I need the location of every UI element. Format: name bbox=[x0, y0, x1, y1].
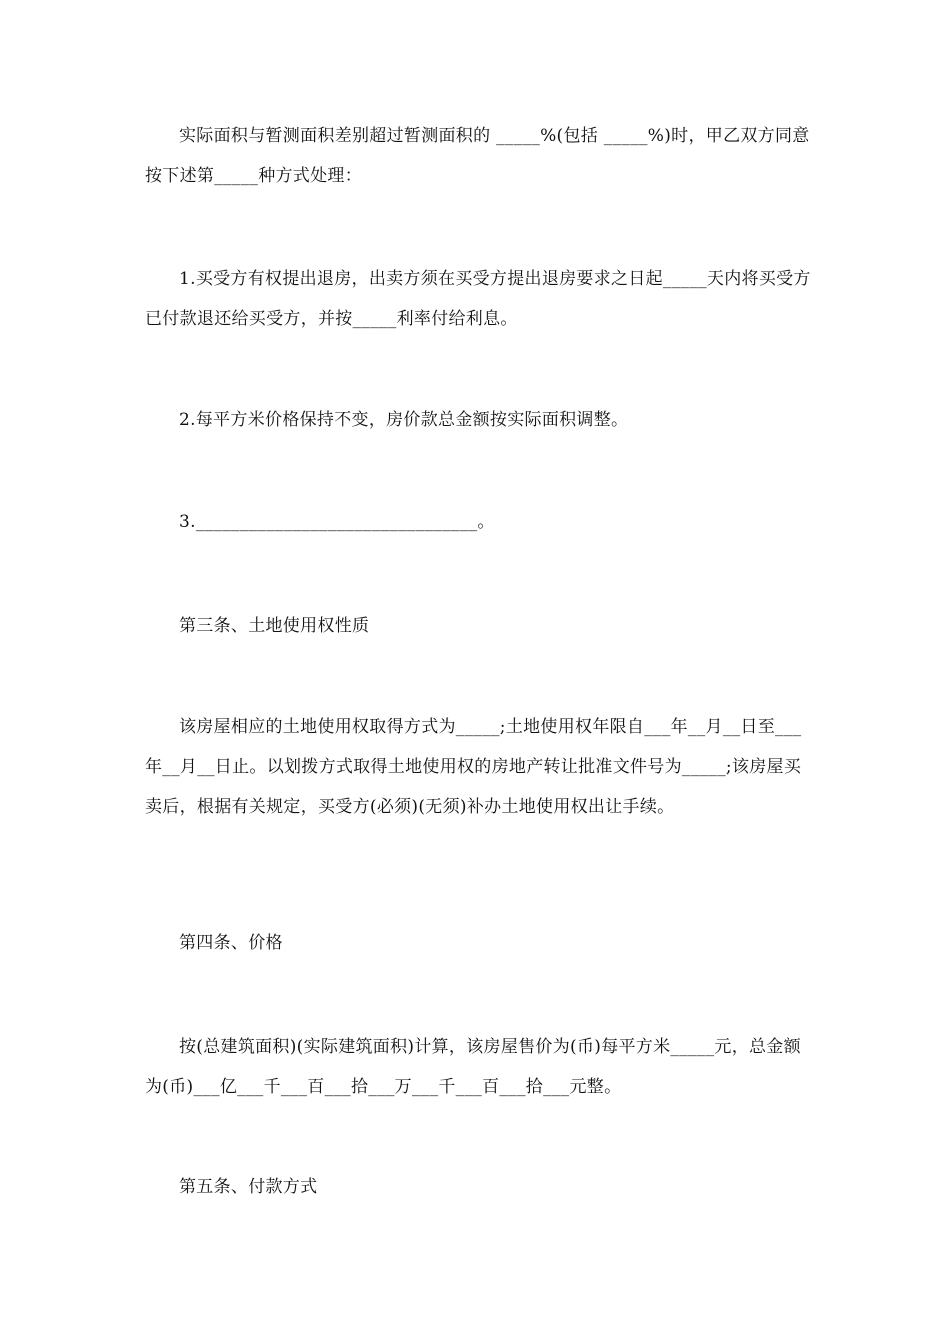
price-paragraph: 按(总建筑面积)(实际建筑面积)计算，该房屋售价为(币)每平方米_____元，总金额为(币)___亿___千___百___拾___万___千___百___拾___元整。 bbox=[145, 1037, 801, 1097]
article-4-heading: 第四条、价格 bbox=[179, 933, 283, 953]
land-use-paragraph: 该房屋相应的土地使用权取得方式为_____;土地使用权年限自___年__月__日至___年__月__日止。以划拨方式取得土地使用权的房地产转让批准文件号为_____;该房屋买卖后，根据有关规定，买受方(必须)(无须)补办土地使用权出让手续。 bbox=[145, 717, 802, 817]
option-2-paragraph: 2.每平方米价格保持不变，房价款总金额按实际面积调整。 bbox=[179, 410, 629, 430]
article-3-heading: 第三条、土地使用权性质 bbox=[179, 616, 370, 636]
option-1-paragraph: 1.买受方有权提出退房，出卖方须在买受方提出退房要求之日起_____天内将买受方已付款退还给买受方，并按_____利率付给利息。 bbox=[145, 269, 811, 329]
option-3-paragraph: 3.________________________________。 bbox=[179, 512, 495, 532]
area-difference-paragraph: 实际面积与暂测面积差别超过暂测面积的 _____%(包括 _____%)时，甲乙双方同意按下述第_____种方式处理： bbox=[145, 126, 810, 186]
article-5-heading: 第五条、付款方式 bbox=[179, 1177, 318, 1197]
